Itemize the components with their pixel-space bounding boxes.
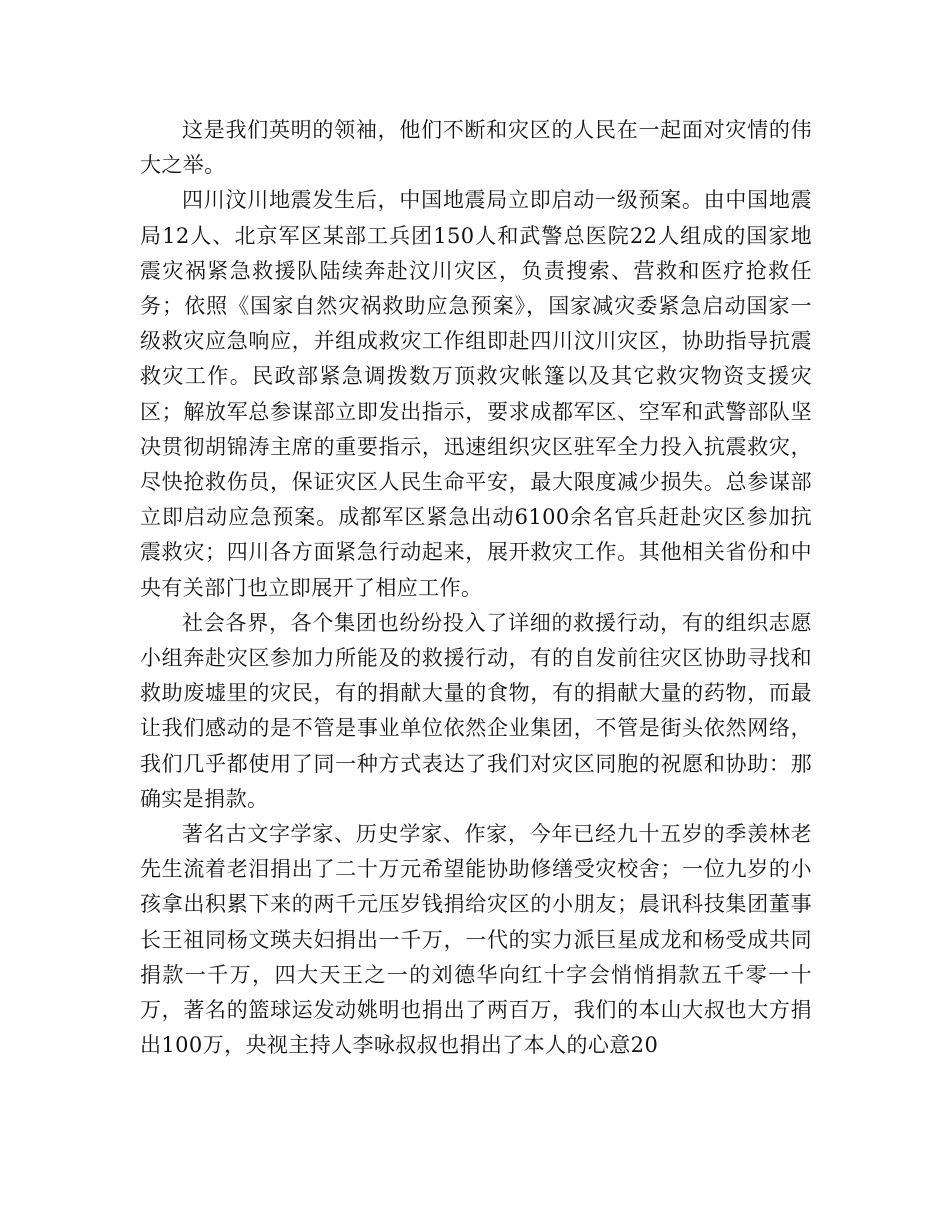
paragraph: 四川汶川地震发生后，中国地震局立即启动一级预案。由中国地震局12人、北京军区某部工兵团150人和武警总医院22人组成的国家地震灾祸紧急救援队陆续奔赴汶川灾区，负责搜索、营救和医疗抢救任务；依照《国家自然灾祸救助应急预案》，国家减灾委紧急启动国家一级救灾应急响应，并组成救灾工作组即赴四川汶川灾区，协助指导抗震救灾工作。民政部紧急调拨数万顶救灾帐篷以及其它救灾物资支援灾区；解放军总参谋部立即发出指示，要求成都军区、空军和武警部队坚决贯彻胡锦涛主席的重要指示，迅速组织灾区驻军全力投入抗震救灾，尽快抢救伤员，保证灾区人民生命平安，最大限度减少损失。总参谋部立即启动应急预案。成都军区紧急出动6100余名官兵赶赴灾区参加抗震救灾；四川各方面紧急行动起来，展开救灾工作。其他相关省份和中央有关部门也立即展开了相应工作。	[140, 188, 812, 600]
document-body	[140, 113, 812, 1063]
paragraph: 社会各界，各个集团也纷纷投入了详细的救援行动，有的组织志愿小组奔赴灾区参加力所能及的救援行动，有的自发前往灾区协助寻找和救助废墟里的灾民，有的捐献大量的食物，有的捐献大量的药物，而最让我们感动的是不管是事业单位依然企业集团，不管是街头依然网络，我们几乎都使用了同一种方式表达了我们对灾区同胞的祝愿和协助：那确实是捐款。	[140, 610, 812, 811]
paragraph: 著名古文字学家、历史学家、作家，今年已经九十五岁的季羡林老先生流着老泪捐出了二十万元希望能协助修缮受灾校舍；一位九岁的小孩拿出积累下来的两千元压岁钱捐给灾区的小朋友；晨讯科技集团董事长王祖同杨文瑛夫妇捐出一千万，一代的实力派巨星成龙和杨受成共同捐款一千万，四大天王之一的刘德华向红十字会悄悄捐款五千零一十万，著名的篮球运发动姚明也捐出了两百万，我们的本山大叔也大方捐出100万，央视主持人李咏叔叔也捐出了本人的心意20	[140, 822, 812, 1058]
paragraph: 这是我们英明的领袖，他们不断和灾区的人民在一起面对灾情的伟大之举。	[140, 118, 812, 178]
